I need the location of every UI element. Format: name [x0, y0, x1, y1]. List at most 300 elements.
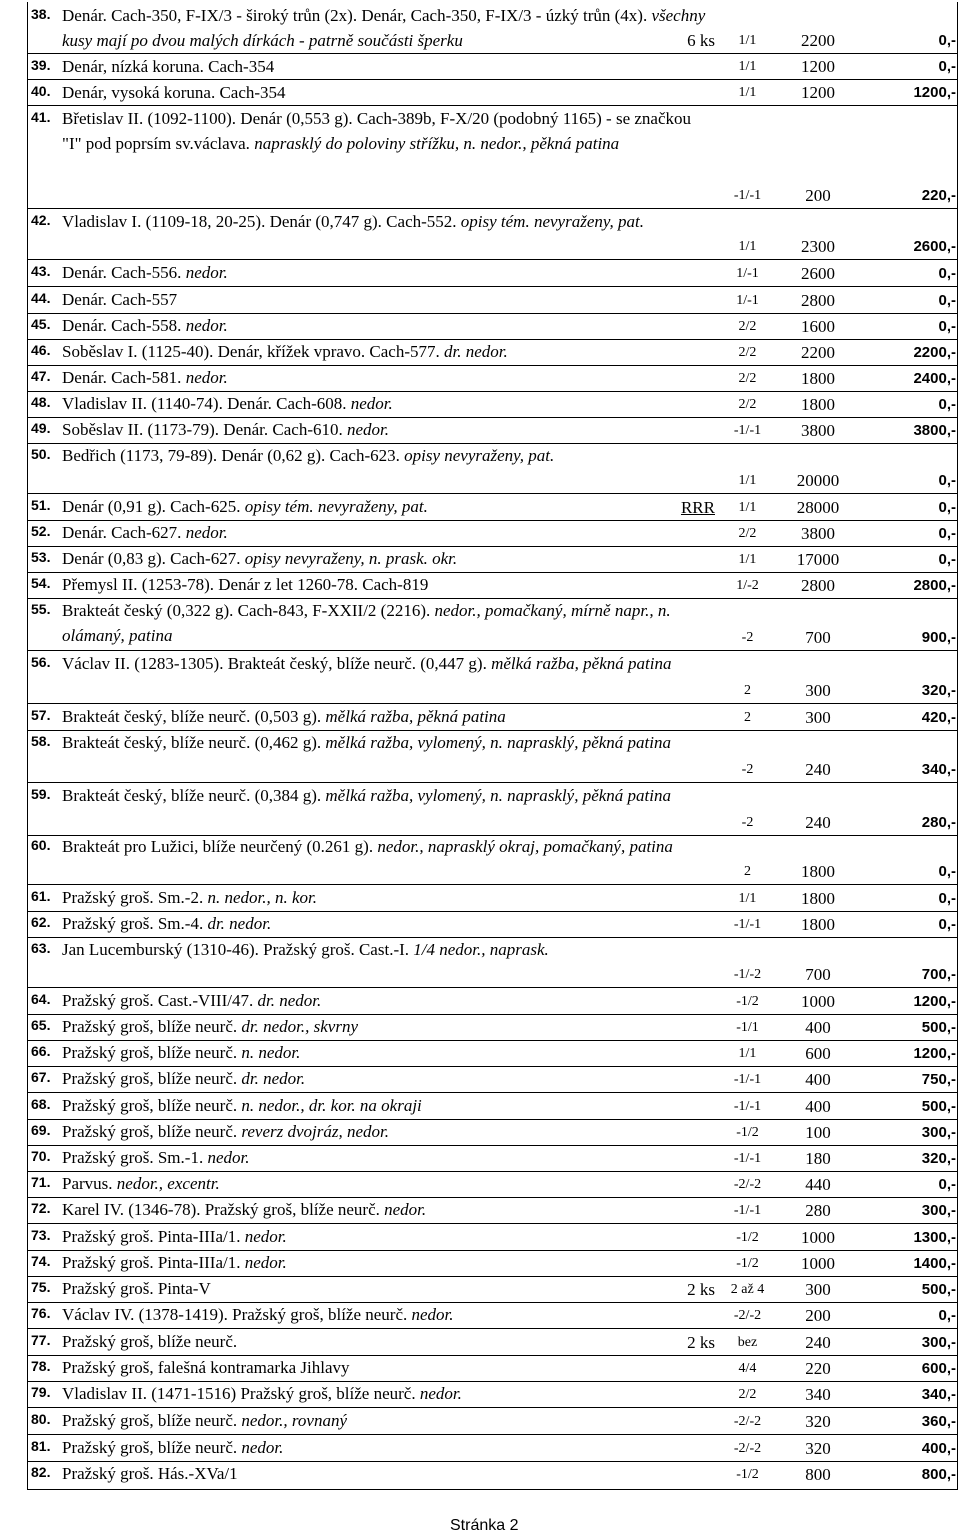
lot-number: 53. — [31, 549, 51, 565]
table-row — [28, 783, 956, 835]
hammer-price: 750,- — [921, 1071, 956, 1088]
condition-note: nedor. — [185, 263, 228, 282]
lot-grade: 2 — [744, 710, 751, 725]
starting-price: 3800 — [801, 421, 835, 440]
lot-description — [62, 1381, 714, 1406]
table-row — [28, 1381, 956, 1407]
hammer-price: 700,- — [921, 966, 956, 983]
lot-description — [62, 80, 714, 105]
hammer-price: 800,- — [921, 1466, 956, 1483]
lot-description — [62, 106, 714, 157]
lot-grade: 1/1 — [738, 891, 757, 906]
lot-number: 72. — [31, 1200, 51, 1216]
lot-number: 42. — [31, 212, 51, 228]
hammer-price: 280,- — [921, 814, 956, 831]
description-text: Pražský groš. Pinta-IIIa/1. — [62, 1227, 245, 1246]
table-row — [28, 1408, 956, 1434]
condition-note: mělká ražba, pěkná patina — [325, 707, 506, 726]
lot-number: 59. — [31, 786, 51, 802]
condition-note: n. nedor., dr. kor. na okraji — [241, 1096, 422, 1115]
lot-grade: -1/2 — [736, 1230, 759, 1245]
lot-number: 54. — [31, 575, 51, 591]
table-row — [28, 520, 956, 546]
lot-grade: 1/1 — [738, 552, 757, 567]
lot-grade: -1/-1 — [733, 188, 762, 203]
starting-price: 180 — [805, 1149, 831, 1168]
lot-description — [62, 704, 714, 729]
description-text: Denár (0,91 g). Cach-625. — [62, 497, 245, 516]
condition-note: opisy nevyraženy, n. prask. okr. — [244, 549, 458, 568]
table-row — [28, 937, 956, 987]
hammer-price: 1400,- — [913, 1255, 956, 1272]
condition-note: dr. nedor. — [207, 914, 272, 933]
hammer-price: 0,- — [938, 525, 956, 542]
table-row — [28, 1461, 956, 1487]
lot-number: 55. — [31, 601, 51, 617]
description-text: Pražský groš. Sm.-1. — [62, 1148, 208, 1167]
lot-number: 66. — [31, 1043, 51, 1059]
lot-grade: 1/1 — [738, 59, 757, 74]
lot-description — [62, 1435, 714, 1460]
hammer-price: 300,- — [921, 1124, 956, 1141]
condition-note: nedor., excentr. — [116, 1174, 220, 1193]
lot-number: 69. — [31, 1122, 51, 1138]
table-row — [28, 1066, 956, 1092]
lot-grade: -1/-1 — [733, 423, 762, 438]
lot-number: 68. — [31, 1096, 51, 1112]
table-row — [28, 3, 956, 53]
description-text: Soběslav I. (1125-40). Denár, křížek vpravo. Cach-577. — [62, 342, 445, 361]
starting-price: 20000 — [796, 471, 840, 490]
lot-quantity: 6 ks — [687, 31, 715, 50]
lot-description — [62, 1145, 714, 1170]
description-text: Denár. Cach-627. — [62, 523, 186, 542]
lot-number: 58. — [31, 733, 51, 749]
description-text: Brakteát český, blíže neurč. (0,503 g). — [62, 707, 326, 726]
description-text: Vladislav II. (1140-74). Denár. Cach-608. — [62, 394, 351, 413]
starting-price: 1200 — [801, 83, 835, 102]
table-row — [28, 1355, 956, 1381]
description-text: Pražský groš, blíže neurč. — [62, 1411, 242, 1430]
hammer-price: 0,- — [938, 396, 956, 413]
lot-number: 71. — [31, 1174, 51, 1190]
table-row — [28, 1197, 956, 1223]
condition-note: nedor. — [185, 523, 228, 542]
lot-grade: 4/4 — [738, 1361, 757, 1376]
lot-number: 45. — [31, 316, 51, 332]
starting-price: 440 — [805, 1175, 831, 1194]
table-row — [28, 443, 956, 493]
table-row — [28, 1250, 956, 1276]
lot-number: 70. — [31, 1148, 51, 1164]
description-text: Břetislav II. (1092-1100). Denár (0,553 g). Cach-389b, F-X/20 (podobný 1165) - se značkou "I" pod poprsím sv.václava. — [62, 109, 692, 154]
starting-price: 100 — [805, 1123, 831, 1142]
lot-number: 61. — [31, 888, 51, 904]
lot-description — [62, 885, 714, 910]
starting-price: 1200 — [801, 57, 835, 76]
starting-price: 340 — [805, 1385, 831, 1404]
starting-price: 600 — [805, 1044, 831, 1063]
table-row — [28, 1302, 956, 1328]
table-row — [28, 391, 956, 417]
description-text: Václav IV. (1378-1419). Pražský groš, blíže neurč. — [62, 1305, 412, 1324]
hammer-price: 1200,- — [913, 84, 956, 101]
lot-number: 52. — [31, 523, 51, 539]
lot-description — [62, 730, 714, 755]
hammer-price: 3800,- — [913, 422, 956, 439]
condition-note: nedor., naprasklý okraj, pomačkaný, patina — [377, 837, 673, 856]
lot-description — [62, 1040, 714, 1065]
starting-price: 220 — [805, 1359, 831, 1378]
lot-description — [62, 1093, 714, 1118]
table-row — [28, 546, 956, 572]
lot-description — [62, 1197, 714, 1222]
table-row — [28, 80, 956, 105]
starting-price: 2300 — [801, 237, 835, 256]
lot-description — [62, 1171, 714, 1196]
lot-grade: 1/1 — [738, 500, 757, 515]
condition-note: všechny kusy mají po dvou malých dírkách - patrně součásti šperku — [62, 6, 706, 51]
description-text: Brakteát pro Lužici, blíže neurčený (0.261 g). — [62, 837, 378, 856]
starting-price: 17000 — [796, 550, 840, 569]
lot-description — [62, 443, 702, 468]
description-text: Brakteát český (0,322 g). Cach-843, F-XXII/2 (2216). — [62, 601, 435, 620]
hammer-price: 0,- — [938, 551, 956, 568]
description-text: Denár, vysoká koruna. Cach-354 — [62, 83, 286, 102]
lot-number: 41. — [31, 109, 51, 125]
starting-price: 1000 — [801, 1254, 835, 1273]
table-row — [28, 1040, 956, 1066]
table-row — [28, 1435, 956, 1461]
lot-number: 56. — [31, 654, 51, 670]
lot-grade: -1/-1 — [733, 1203, 762, 1218]
lot-quantity: 2 ks — [687, 1333, 715, 1352]
lot-description — [62, 339, 714, 364]
table-row — [28, 494, 956, 520]
condition-note: opisy nevyraženy, pat. — [404, 446, 555, 465]
table-row — [28, 1145, 956, 1171]
description-text: Denár. Cach-557 — [62, 290, 178, 309]
hammer-price: 340,- — [921, 761, 956, 778]
description-text: Přemysl II. (1253-78). Denár z let 1260-78. Cach-819 — [62, 575, 429, 594]
hammer-price: 500,- — [921, 1281, 956, 1298]
table-row — [28, 730, 956, 782]
lot-number: 82. — [31, 1464, 51, 1480]
hammer-price: 0,- — [938, 916, 956, 933]
starting-price: 800 — [805, 1465, 831, 1484]
lot-description — [62, 1276, 714, 1301]
starting-price: 300 — [805, 681, 831, 700]
description-text: Denár. Cach-556. — [62, 263, 186, 282]
lot-grade: 2/2 — [738, 397, 757, 412]
condition-note: nedor. — [411, 1305, 454, 1324]
condition-note: nedor. — [207, 1148, 250, 1167]
lot-number: 78. — [31, 1358, 51, 1374]
starting-price: 300 — [805, 1280, 831, 1299]
lot-grade: 1/1 — [738, 85, 757, 100]
starting-price: 300 — [805, 708, 831, 727]
condition-note: opisy tém. nevyraženy, pat. — [244, 497, 428, 516]
lot-description — [62, 911, 714, 936]
starting-price: 200 — [805, 186, 831, 205]
condition-note: dr. nedor. — [444, 342, 508, 361]
description-text: Pražský groš. Sm.-4. — [62, 914, 208, 933]
table-row — [28, 260, 956, 286]
hammer-price: 320,- — [921, 1150, 956, 1167]
starting-price: 1600 — [801, 317, 835, 336]
starting-price: 1800 — [801, 369, 835, 388]
lot-description — [62, 3, 714, 54]
description-text: Karel IV. (1346-78). Pražský groš, blíže neurč. — [62, 1200, 385, 1219]
condition-note: naprasklý do poloviny střížku, n. nedor., pěkná patina — [254, 134, 620, 154]
description-text: Pražský groš, blíže neurč. — [62, 1096, 242, 1115]
lot-number: 49. — [31, 420, 51, 436]
lot-description — [62, 1408, 714, 1433]
lot-grade: 2/2 — [738, 319, 757, 334]
lot-description — [62, 520, 714, 545]
lot-number: 75. — [31, 1279, 51, 1295]
table-row — [28, 572, 956, 598]
condition-note: dr. nedor., skvrny — [241, 1017, 359, 1036]
hammer-price: 420,- — [921, 709, 956, 726]
lot-description — [62, 988, 714, 1013]
lot-number: 77. — [31, 1332, 51, 1348]
lot-description — [62, 260, 714, 285]
lot-number: 50. — [31, 446, 51, 462]
lot-grade: 1/-1 — [736, 293, 759, 308]
description-text: Pražský groš, blíže neurč. — [62, 1122, 242, 1141]
lot-number: 47. — [31, 368, 51, 384]
hammer-price: 500,- — [921, 1098, 956, 1115]
lot-number: 73. — [31, 1227, 51, 1243]
lot-grade: 2 — [744, 864, 751, 879]
lot-number: 43. — [31, 263, 51, 279]
description-text: Pražský groš, blíže neurč. — [62, 1017, 242, 1036]
description-text: Václav II. (1283-1305). Brakteát český, blíže neurč. (0,447 g). — [62, 654, 492, 673]
lot-grade: -2/-2 — [733, 1414, 762, 1429]
hammer-price: 1200,- — [913, 993, 956, 1010]
condition-note: nedor. — [419, 1384, 462, 1403]
description-text: Denár, nízká koruna. Cach-354 — [62, 57, 275, 76]
condition-note: n. nedor., n. kor. — [207, 888, 318, 907]
table-row — [28, 834, 956, 884]
lot-grade: -1/2 — [736, 1256, 759, 1271]
lot-number: 81. — [31, 1438, 51, 1454]
lot-number: 67. — [31, 1069, 51, 1085]
lot-grade: -2 — [741, 815, 754, 830]
table-row — [28, 313, 956, 339]
hammer-price: 340,- — [921, 1386, 956, 1403]
lot-grade: -1/2 — [736, 1467, 759, 1482]
lot-number: 79. — [31, 1384, 51, 1400]
description-text: Pražský groš. Cast.-VIII/47. — [62, 991, 258, 1010]
starting-price: 700 — [805, 965, 831, 984]
condition-note: nedor. — [185, 316, 228, 335]
lot-grade: 2 — [744, 683, 751, 698]
lot-grade: -1/-1 — [733, 917, 762, 932]
starting-price: 240 — [805, 813, 831, 832]
lot-description — [62, 1014, 714, 1039]
condition-note: nedor., pomačkaný, mírně napr., n. olámaný, patina — [62, 601, 671, 646]
condition-note: mělká ražba, vylomený, n. naprasklý, pěkná patina — [325, 733, 671, 752]
lot-number: 60. — [31, 837, 51, 853]
hammer-price: 0,- — [938, 472, 956, 489]
lot-number: 65. — [31, 1017, 51, 1033]
lot-grade: 1/1 — [738, 1046, 757, 1061]
hammer-price: 0,- — [938, 890, 956, 907]
lot-grade: 2/2 — [738, 1387, 757, 1402]
condition-note: n. nedor. — [241, 1043, 301, 1062]
lot-grade: 1/1 — [738, 473, 757, 488]
lot-number: 76. — [31, 1305, 51, 1321]
hammer-price: 0,- — [938, 265, 956, 282]
table-row — [28, 885, 956, 911]
lot-number: 38. — [31, 6, 51, 22]
table-row — [28, 209, 956, 259]
lot-grade: -1/-1 — [733, 1099, 762, 1114]
lot-description — [62, 1302, 714, 1327]
lot-description — [62, 651, 714, 676]
table-row — [28, 54, 956, 79]
starting-price: 400 — [805, 1097, 831, 1116]
hammer-price: 1300,- — [913, 1229, 956, 1246]
lot-number: 80. — [31, 1411, 51, 1427]
lot-description — [62, 391, 714, 416]
hammer-price: 900,- — [921, 629, 956, 646]
description-text: Soběslav II. (1173-79). Denár. Cach-610. — [62, 420, 347, 439]
starting-price: 1000 — [801, 1228, 835, 1247]
description-text: Denár (0,83 g). Cach-627. — [62, 549, 245, 568]
condition-note: nedor. — [241, 1438, 284, 1457]
lot-grade: -1/2 — [736, 1125, 759, 1140]
lot-description — [62, 287, 714, 312]
lot-grade: 1/-1 — [736, 266, 759, 281]
lot-quantity: 2 ks — [687, 1280, 715, 1299]
lot-description — [62, 1329, 714, 1354]
lot-number: 62. — [31, 914, 51, 930]
lot-number: 57. — [31, 707, 51, 723]
table-row — [28, 417, 956, 443]
lot-number: 64. — [31, 991, 51, 1007]
condition-note: reverz dvojráz, nedor. — [241, 1122, 390, 1141]
lot-description — [62, 1461, 714, 1486]
starting-price: 1800 — [801, 915, 835, 934]
hammer-price: 600,- — [921, 1360, 956, 1377]
description-text: Pražský groš, falešná kontramarka Jihlavy — [62, 1358, 350, 1377]
lot-number: 74. — [31, 1253, 51, 1269]
lot-description — [62, 365, 714, 390]
lot-description — [62, 598, 714, 649]
starting-price: 1800 — [801, 889, 835, 908]
starting-price: 700 — [805, 628, 831, 647]
description-text: Brakteát český, blíže neurč. (0,462 g). — [62, 733, 326, 752]
lot-number: 46. — [31, 342, 51, 358]
lot-description — [62, 546, 714, 571]
lot-description — [62, 834, 714, 859]
starting-price: 2800 — [801, 576, 835, 595]
table-row — [28, 1276, 956, 1302]
starting-price: 400 — [805, 1070, 831, 1089]
table-row — [28, 339, 956, 365]
hammer-price: 320,- — [921, 682, 956, 699]
condition-note: nedor., rovnaný — [241, 1411, 347, 1430]
lot-description — [62, 1224, 714, 1249]
description-text: Pražský groš. Pinta-V — [62, 1279, 211, 1298]
starting-price: 400 — [805, 1018, 831, 1037]
table-row — [28, 365, 956, 391]
lot-description — [62, 54, 714, 79]
hammer-price: 2800,- — [913, 577, 956, 594]
hammer-price: 360,- — [921, 1413, 956, 1430]
starting-price: 200 — [805, 1306, 831, 1325]
hammer-price: 0,- — [938, 1307, 956, 1324]
condition-note: nedor. — [244, 1227, 287, 1246]
hammer-price: 0,- — [938, 318, 956, 335]
description-text: Pražský groš. Sm.-2. — [62, 888, 208, 907]
hammer-price: 0,- — [938, 32, 956, 49]
lot-quantity: RRR — [680, 498, 715, 517]
lot-grade: 2/2 — [738, 526, 757, 541]
lot-grade: 2/2 — [738, 371, 757, 386]
lot-number: 48. — [31, 394, 51, 410]
page-footer: Stránka 2 — [450, 1517, 519, 1534]
lot-grade: -2 — [741, 762, 754, 777]
table-row — [28, 287, 956, 313]
condition-note: nedor. — [347, 420, 390, 439]
lot-grade: -1/2 — [736, 994, 759, 1009]
lot-grade: -2/-2 — [733, 1308, 762, 1323]
lot-description — [62, 937, 702, 962]
lot-number: 40. — [31, 83, 51, 99]
hammer-price: 300,- — [921, 1334, 956, 1351]
description-text: Pražský groš, blíže neurč. — [62, 1069, 242, 1088]
table-row — [28, 106, 956, 208]
table-row — [28, 1093, 956, 1119]
table-row — [28, 1119, 956, 1145]
condition-note: mělká ražba, pěkná patina — [491, 654, 672, 673]
lot-number: 51. — [31, 497, 51, 513]
lot-grade: -1/-1 — [733, 1072, 762, 1087]
hammer-price: 2600,- — [913, 238, 956, 255]
table-row — [28, 988, 956, 1014]
lot-grade: -2/-2 — [733, 1441, 762, 1456]
condition-note: nedor. — [185, 368, 228, 387]
lot-grade: -1/1 — [736, 1020, 759, 1035]
description-text: Pražský groš, blíže neurč. — [62, 1043, 242, 1062]
starting-price: 2600 — [801, 264, 835, 283]
hammer-price: 0,- — [938, 58, 956, 75]
condition-note: dr. nedor. — [257, 991, 322, 1010]
hammer-price: 0,- — [938, 1176, 956, 1193]
description-text: Vladislav II. (1471-1516) Pražský groš, blíže neurč. — [62, 1384, 420, 1403]
hammer-price: 1200,- — [913, 1045, 956, 1062]
lot-description — [62, 209, 714, 234]
hammer-price: 300,- — [921, 1202, 956, 1219]
starting-price: 28000 — [796, 498, 840, 517]
condition-note: mělká ražba, vylomený, n. naprasklý, pěkná patina — [325, 786, 671, 805]
condition-note: nedor. — [384, 1200, 427, 1219]
starting-price: 1800 — [801, 395, 835, 414]
hammer-price: 500,- — [921, 1019, 956, 1036]
lot-description — [62, 1355, 714, 1380]
condition-note: dr. nedor. — [241, 1069, 306, 1088]
lot-grade: 1/-2 — [736, 578, 759, 593]
description-text: Pražský groš. Pinta-IIIa/1. — [62, 1253, 245, 1272]
starting-price: 2200 — [801, 343, 835, 362]
table-row — [28, 598, 956, 650]
lot-description — [62, 1119, 714, 1144]
lot-description — [62, 1066, 714, 1091]
